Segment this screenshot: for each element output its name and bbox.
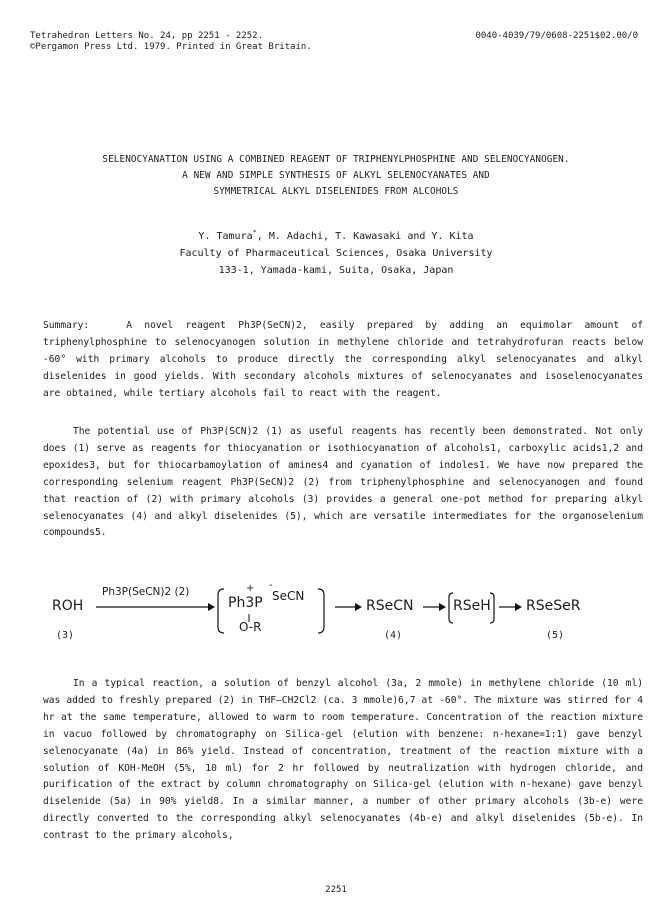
article-code: 0040-4039/79/0608-2251$02.00/0	[475, 31, 638, 41]
minus-charge: -	[269, 580, 273, 591]
alkoxy-group: O-R	[239, 620, 262, 634]
label-compound-3: (3)	[56, 630, 75, 641]
address: 133-1, Yamada-kami, Suita, Osaka, Japan	[218, 265, 454, 276]
author-names: Y. Tamura*, M. Adachi, T. Kawasaki and Y. Kita	[198, 228, 474, 242]
right-bracket	[318, 589, 324, 633]
title-line-3: SYMMETRICAL ALKYL DISELENIDES FROM ALCOHOLS	[213, 186, 459, 197]
page-number: 2251	[325, 885, 347, 895]
procedure	[43, 676, 643, 845]
title-line-1: SELENOCYANATION USING A COMBINED REAGENT OF TRIPHENYLPHOSPHINE AND SELENOCYANOGEN.	[102, 154, 570, 165]
article-title	[0, 152, 672, 200]
arrow-head-1	[208, 603, 215, 611]
label-compound-4: (4)	[384, 630, 403, 641]
summary-text: A novel reagent Ph3P(SeCN)2, easily prepared by adding an equimolar amount of triphenylphosphine to selenocyanogen solution in methylene chloride and tetrahydrofuran reacts below -60° with primary alcohols to produce directly the corresponding alkyl selenocyanates and alkyl diselenides in good yields. With secondary alcohols mixtures of selenocyanates and isoselenocyanates are obtained, while tertiary alcohols fail to react with the reagent.	[43, 320, 644, 399]
intermediate-selenol: RSeH	[453, 598, 491, 614]
summary-label: Summary:	[43, 320, 90, 331]
procedure-text: In a typical reaction, a solution of benzyl alcohol (3a, 2 mmole) in methylene chloride (10 ml) was added to freshly prepared (2) in THF—CH2Cl2 (ca. 3 mmole)6,7 at -60°. The mixture was stirred for 4 hr at the same temperature, allowed to warm to room temperature. Concentration of the reaction mixture in vacuo followed by chromatography on Silica-gel (elution with benzene: n-hexane=1:1) gave benzyl selenocyanate (4a) in 86% yield. Instead of concentration, treatment of the reaction mixture with a solution of KOH-MeOH (5%, 10 ml) for 2 hr followed by neutralization with hydrogen chloride, and purification of the extract by column chromatography on Silica-gel (elution with n-hexane) gave benzyl diselenide (5a) in 90% yield8. In a similar manner, a number of other primary alcohols (3b-e) were directly converted to the corresponding alkyl selenocyanates (4b-e) and alkyl diselenides (5b-e). In contrast to the primary alcohols,	[43, 678, 643, 842]
journal-line: Tetrahedron Letters No. 24, pp 2251 - 2252.	[30, 31, 263, 41]
summary	[43, 318, 643, 403]
corresponding-mark: *	[252, 228, 257, 237]
title-line-2: A NEW AND SIMPLE SYNTHESIS OF ALKYL SELENOCYANATES AND	[182, 170, 490, 181]
introduction	[43, 424, 643, 542]
product-diselenide: RSeSeR	[526, 598, 581, 614]
left-bracket	[218, 589, 224, 633]
selenocyanate-anion: SeCN	[272, 589, 305, 603]
product-selenocyanate: RSeCN	[366, 598, 414, 614]
journal-header	[30, 31, 312, 53]
reactant-roh: ROH	[52, 598, 84, 614]
intermediate-phosphonium: Ph3P	[228, 595, 263, 611]
arrow-head-3	[439, 603, 446, 611]
plus-charge: +	[246, 583, 255, 594]
arrow-head-4	[515, 603, 522, 611]
affiliation: Faculty of Pharmaceutical Sciences, Osaka University	[179, 248, 493, 259]
publisher-line: ©Pergamon Press Ltd. 1979. Printed in Great Britain.	[30, 42, 312, 52]
label-compound-5: (5)	[546, 630, 565, 641]
intro-text: The potential use of Ph3P(SCN)2 (1) as useful reagents has recently been demonstrated. Not only does (1) serve as reagents for thiocyanation or isothiocyanation of alcohols1, carboxylic acids1,2 and epoxides3, but for thiocarbamoylation of amines4 and cyanation of indoles1. We have now prepared the corresponding selenium reagent Ph3P(SeCN)2 (2) from triphenylphosphine and selenocyanogen and found that reaction of (2) with primary alcohols (3) provides a general one-pot method for preparing alkyl selenocyanates (4) and alkyl diselenides (5), which are versatile intermediates for the organoselenium compounds5.	[43, 426, 643, 539]
reagent-label: Ph3P(SeCN)2 (2)	[102, 586, 190, 598]
arrow-head-2	[355, 603, 362, 611]
reaction-scheme	[38, 580, 638, 655]
author-block	[0, 228, 672, 279]
